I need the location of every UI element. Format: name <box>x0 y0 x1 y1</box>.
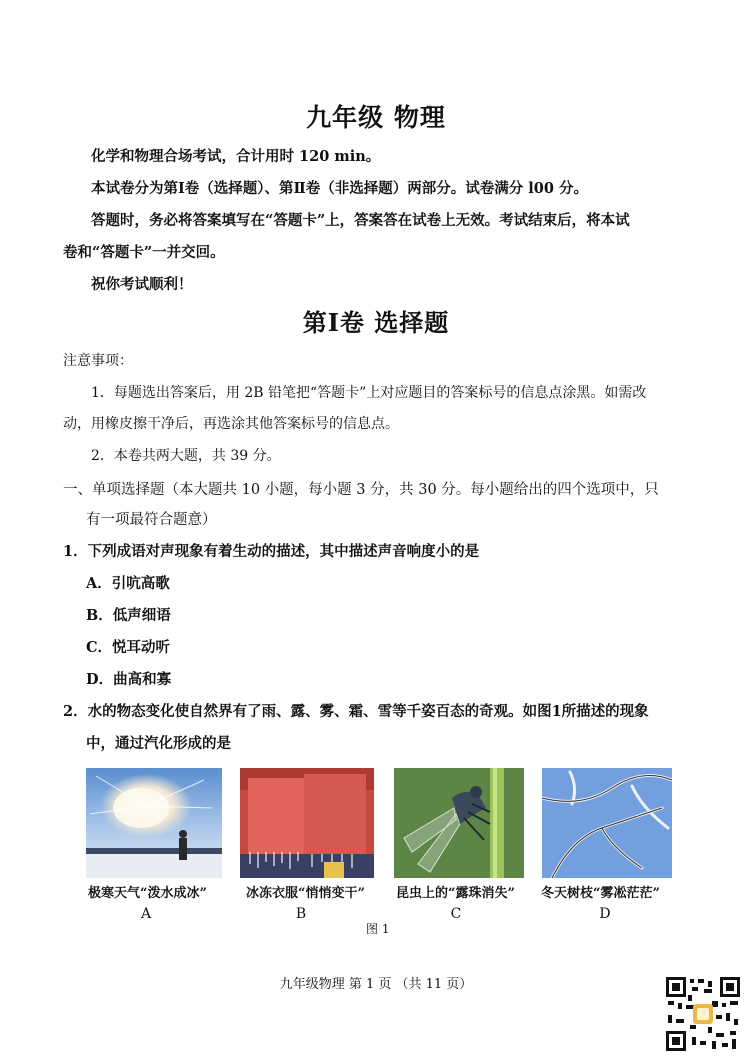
intro-line-4: 祝你考试顺利！ <box>91 276 193 293</box>
notes-item-2: 2．本卷共两大题，共 39 分。 <box>91 448 281 464</box>
figure-letter-b: B <box>295 906 307 922</box>
intro-line-3b: 卷和“答题卡”一并交回。 <box>63 244 225 261</box>
question-1-stem: 1．下列成语对声现象有着生动的描述，其中描述声音响度小的是 <box>63 543 480 560</box>
page-title: 九年级 物理 <box>306 103 446 132</box>
figure-letter-a: A <box>140 906 152 922</box>
intro-line-2: 本试卷分为第Ⅰ卷（选择题）、第Ⅱ卷（非选择题）两部分。试卷满分 l00 分。 <box>91 180 589 197</box>
photo-dragonfly <box>394 768 524 878</box>
figure-label: 图 1 <box>366 922 390 936</box>
figure-caption-b: 冰冻衣服“悄悄变干” <box>246 886 365 901</box>
question-2-stem: 2．水的物态变化使自然界有了雨、露、雾、霜、雪等千姿百态的奇观。如图1所描述的现象 <box>63 703 649 720</box>
intro-line-1: 化学和物理合场考试，合计用时 120 min。 <box>91 148 381 165</box>
figure-letter-c: C <box>450 906 462 922</box>
part1-heading-cont: 有一项最符合题意） <box>86 512 217 528</box>
photo-frozen-clothes <box>240 768 374 878</box>
part1-heading: 一、单项选择题（本大题共 10 小题，每小题 3 分，共 30 分。每小题给出的四个选项中，只 <box>63 482 659 498</box>
question-1-option-a: A．引吭高歌 <box>86 575 170 592</box>
figure-letter-d: D <box>599 906 611 922</box>
notes-item-1a: 1．每题选出答案后，用 2B 铅笔把“答题卡”上对应题目的答案标号的信息点涂黑。如需改 <box>91 385 647 401</box>
figure-caption-d: 冬天树枝“雾凇茫茫” <box>541 886 660 901</box>
question-1-option-c: C．悦耳动听 <box>86 639 171 656</box>
intro-line-3a: 答题时，务必将答案填写在“答题卡”上，答案答在试卷上无效。考试结束后，将本试 <box>91 212 630 229</box>
photo-splash-ice <box>86 768 222 878</box>
figure-caption-c: 昆虫上的“露珠消失” <box>396 886 515 901</box>
figure-caption-a: 极寒天气“泼水成冰” <box>88 886 207 901</box>
question-1-option-b: B．低声细语 <box>86 607 171 624</box>
notes-item-1b: 动，用橡皮擦干净后，再选涂其他答案标号的信息点。 <box>63 416 399 432</box>
qr-code <box>664 975 742 1053</box>
page-footer: 九年级物理 第 1 页 （共 11 页） <box>279 977 473 992</box>
notes-heading: 注意事项： <box>63 353 133 369</box>
section-title: 第Ⅰ卷 选择题 <box>302 308 450 337</box>
question-2-stem-cont: 中，通过汽化形成的是 <box>86 735 231 752</box>
photo-rime-branches <box>542 768 672 878</box>
question-1-option-d: D．曲高和寡 <box>86 671 172 688</box>
